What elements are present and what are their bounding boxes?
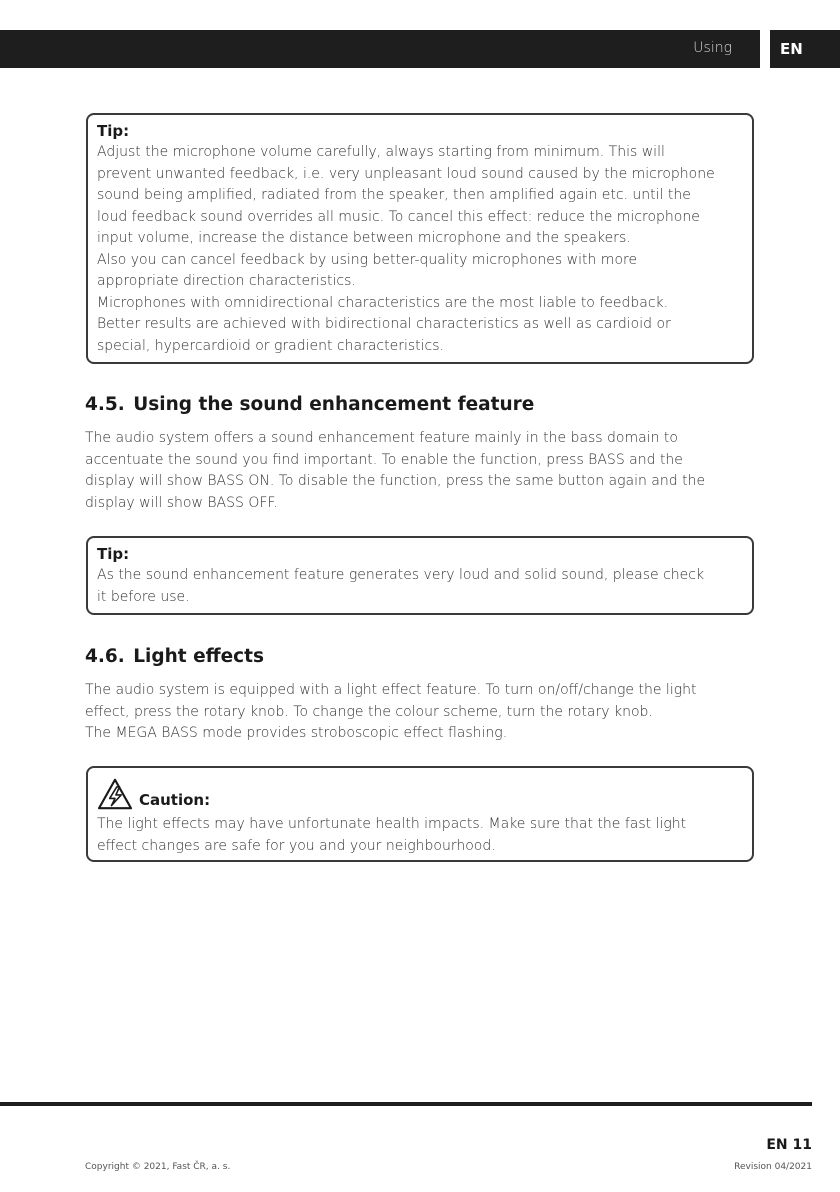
header-bar	[0, 30, 760, 68]
paragraph-line: The audio system offers a sound enhancement feature mainly in the bass domain to	[85, 430, 678, 446]
tip-line: it before use.	[97, 588, 190, 605]
paragraph-line: display will show BASS ON. To disable the function, press the same button again and the	[85, 473, 706, 489]
tip-line: Adjust the microphone volume carefully, always starting from minimum. This will	[97, 144, 665, 160]
caution-header	[97, 776, 742, 810]
section-heading-4-6	[85, 646, 264, 667]
revision: Revision 04/2021	[734, 1162, 812, 1172]
header-section-label: Using	[693, 40, 732, 56]
tip-text	[97, 565, 742, 608]
caution-line: effect changes are safe for you and your neighbourhood.	[97, 837, 496, 854]
paragraph-line: The audio system is equipped with a light effect feature. To turn on/off/change the light	[85, 682, 697, 698]
tip-line: As the sound enhancement feature generates very loud and solid sound, please check	[97, 567, 705, 583]
paragraph-line: effect, press the rotary knob. To change the colour scheme, turn the rotary knob.	[85, 703, 653, 720]
tip-line: Better results are achieved with bidirectional characteristics as well as cardioid or	[97, 316, 671, 332]
tip-text	[97, 142, 742, 357]
tip-line: Microphones with omnidirectional characteristics are the most liable to feedback.	[97, 294, 669, 311]
caution-text	[97, 814, 742, 857]
section-number: 4.5.	[85, 394, 125, 415]
section-4-5-body	[85, 428, 757, 514]
tip-line: appropriate direction characteristics.	[97, 273, 356, 289]
section-heading-4-5	[85, 394, 534, 415]
section-number: 4.6.	[85, 646, 125, 667]
page-number: EN 11	[766, 1137, 812, 1153]
paragraph-line: accentuate the sound you find important. To enable the function, press BASS and the	[85, 451, 683, 468]
tip-line: sound being amplified, radiated from the speaker, then amplified again etc. until the	[97, 187, 691, 203]
tip-line: prevent unwanted feedback, i.e. very unpleasant loud sound caused by the microphone	[97, 165, 715, 182]
paragraph-line: The MEGA BASS mode provides stroboscopic effect flashing.	[85, 725, 508, 741]
tip-line: Also you can cancel feedback by using better-quality microphones with more	[97, 251, 638, 268]
caution-line: The light effects may have unfortunate health impacts. Make sure that the fast light	[97, 816, 687, 832]
tip-line: input volume, increase the distance between microphone and the speakers.	[97, 230, 631, 246]
tip-title: Tip:	[97, 545, 130, 563]
section-title: Using the sound enhancement feature	[133, 394, 535, 415]
language-badge: EN	[770, 30, 840, 68]
tip-box-enhancement	[86, 536, 754, 615]
copyright: Copyright © 2021, Fast ČR, a. s.	[85, 1162, 231, 1172]
tip-box-microphone	[86, 113, 754, 364]
paragraph-line: display will show BASS OFF.	[85, 494, 278, 511]
tip-title: Tip:	[97, 122, 130, 140]
tip-line: special, hypercardioid or gradient characteristics.	[97, 337, 444, 354]
footer-rule	[0, 1102, 812, 1106]
caution-box	[86, 766, 754, 862]
tip-line: loud feedback sound overrides all music. To cancel this effect: reduce the microphone	[97, 208, 700, 225]
high-voltage-warning-icon	[97, 778, 133, 810]
caution-title: Caution:	[139, 791, 211, 809]
section-title: Light effects	[133, 646, 264, 667]
section-4-6-body	[85, 680, 757, 745]
